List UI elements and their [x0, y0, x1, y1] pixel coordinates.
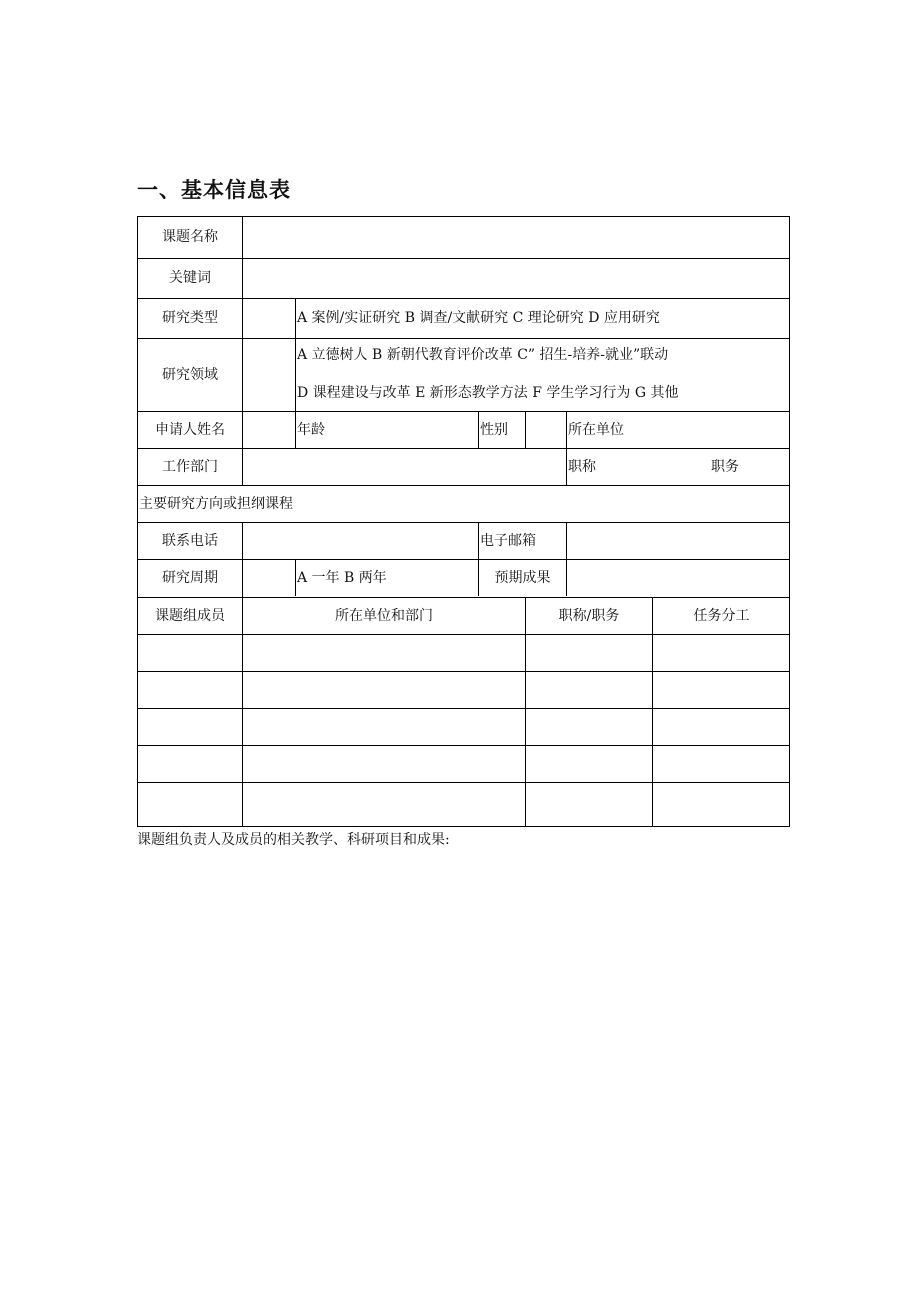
members-header-task: 任务分工	[693, 608, 750, 624]
members-header-title: 职称/职务	[558, 608, 620, 624]
main-research-label: 主要研究方向或担纲课程	[139, 496, 293, 512]
affiliation-label: 所在单位	[568, 422, 624, 438]
professional-title-label: 职称	[568, 459, 596, 475]
achievements-note: 课题组负责人及成员的相关教学、科研项目和成果:	[137, 832, 450, 848]
expected-result-label: 预期成果	[494, 570, 551, 586]
keywords-field[interactable]	[243, 259, 789, 298]
research-field-label: 研究领域	[162, 367, 218, 383]
applicant-name-label: 申请人姓名	[155, 422, 225, 438]
research-type-label: 研究类型	[162, 310, 218, 326]
research-field-options-line1[interactable]: A 立德树人 B 新朝代教育评价改革 C” 招生-培养-就业”联动	[297, 347, 669, 363]
keywords-label: 关键词	[169, 270, 211, 286]
email-label: 电子邮箱	[480, 533, 536, 549]
research-period-options[interactable]: A 一年 B 两年	[297, 570, 387, 586]
department-label: 工作部门	[162, 459, 218, 475]
research-period-label: 研究周期	[162, 570, 218, 586]
members-header-unit: 所在单位和部门	[335, 608, 433, 624]
position-label: 职务	[711, 459, 739, 475]
topic-name-field[interactable]	[243, 218, 789, 258]
basic-info-form	[137, 216, 790, 827]
topic-name-label: 课题名称	[162, 229, 218, 245]
research-type-options[interactable]: A 案例/实证研究 B 调查/文献研究 C 理论研究 D 应用研究	[297, 310, 660, 326]
table-row[interactable]	[138, 635, 790, 671]
research-field-options-line2[interactable]: D 课程建设与改革 E 新形态教学方法 F 学生学习行为 G 其他	[297, 385, 679, 401]
table-row[interactable]	[138, 783, 790, 827]
members-header-member: 课题组成员	[155, 608, 225, 624]
table-row[interactable]	[138, 709, 790, 745]
age-label: 年龄	[297, 422, 325, 438]
table-row[interactable]	[138, 746, 790, 782]
phone-label: 联系电话	[162, 533, 218, 549]
table-row[interactable]	[138, 672, 790, 708]
gender-label: 性别	[480, 422, 508, 438]
section-title: 一、基本信息表	[137, 178, 291, 202]
